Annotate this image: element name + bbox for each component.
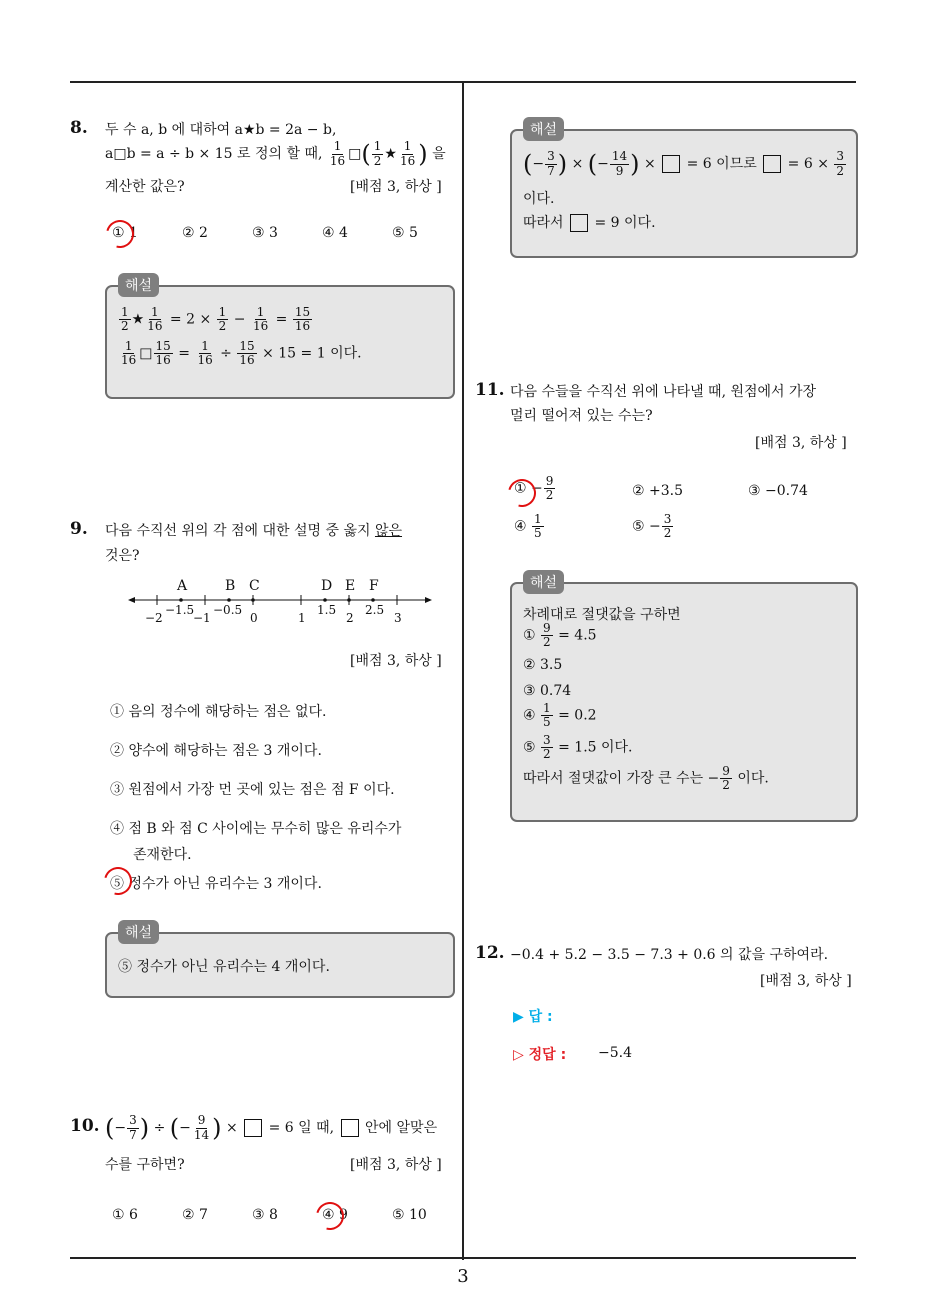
q8-line1: 두 수 a, b 에 대하여 a★b = 2a − b, [105, 122, 337, 138]
q12-number: 12. [475, 943, 505, 963]
q9-tick-1.5: 1.5 [317, 603, 337, 617]
q8-solution-line2-tail: × 15 = 1 이다. [262, 345, 362, 362]
q9-tick-2: 2 [346, 611, 354, 625]
q11-solution-tag: 해설 [523, 570, 564, 594]
q8-solution-line2: $\frac{1}{16}$ □ $\frac{15}{16}$ = $\frac{1}{16}$ ÷ $\frac{15}{16}$ × 15 = 1 이다. [121, 339, 362, 368]
q10-solution-line1: (− $\frac{3}{7}$ ) × (− $\frac{14}{9}$ ) × = 6 이므로 = 6 × $\frac{3}{2}$ [523, 149, 845, 178]
q11-solution-line6-tail: = 1.5 이다. [558, 739, 633, 756]
q11-line2: 멀리 떨어져 있는 수는? [510, 408, 653, 424]
q10-line1: (− $\frac{3}{7}$ ) ÷ (− $\frac{9}{14}$ ) × = 6 일 때, 안에 알맞은 [105, 1113, 438, 1142]
q8-solution-line1: $\frac{1}{2}$ ★ $\frac{1}{16}$ = 2 × $\frac{1}{2}$ − $\frac{1}{16}$ = $\frac{15}{16}$ [121, 305, 311, 334]
q10-solution-line1-mid: = 6 이므로 [686, 156, 757, 172]
q11-number: 11. [475, 380, 505, 400]
q11-solution-line7-text: 따라서 절댓값이 가장 큰 수는 [523, 770, 704, 787]
q11-solution-line2-tail: = 4.5 [558, 627, 597, 644]
q9-meta: [배점 3, 하상 ] [350, 653, 442, 669]
q9-tick-neg1.5: −1.5 [165, 603, 195, 617]
q11-solution-line2: ① $\frac{9}{2}$ = 4.5 [523, 621, 597, 650]
q9-line1 [105, 520, 402, 540]
q9-underline-word: 않은 [374, 523, 403, 539]
q10-solution-line3-tail: = 9 이다. [594, 215, 656, 231]
q9-point-C: C [249, 578, 260, 594]
q9-point-A: A [177, 578, 188, 594]
q8-choice-2[interactable]: ② 2 [182, 225, 208, 241]
q10-solution-line2: 이다. [523, 191, 555, 207]
q9-choice-3[interactable]: ③ 원점에서 가장 먼 곳에 있는 점은 점 F 이다. [110, 782, 395, 798]
q11-choice-4[interactable]: ④ $\frac{1}{5}$ [514, 512, 542, 541]
q9-point-D: D [321, 578, 333, 594]
q11-line1: 다음 수들을 수직선 위에 나타낼 때, 원점에서 가장 [510, 384, 817, 400]
q11-solution-line7-tail: 이다. [737, 770, 769, 787]
q12-line1: −0.4 + 5.2 − 3.5 − 7.3 + 0.6 의 값을 구하여라. [510, 947, 829, 963]
q11-solution-line6: ⑤ $\frac{3}{2}$ = 1.5 이다. [523, 733, 633, 762]
q12-correct-label: ▷ 정답 : [513, 1047, 567, 1063]
page-number: 3 [457, 1266, 469, 1287]
q10-choice-2[interactable]: ② 7 [182, 1207, 208, 1223]
q10-choice-5[interactable]: ⑤ 10 [392, 1207, 427, 1223]
q10-choice-1[interactable]: ① 6 [112, 1207, 138, 1223]
q10-solution-tag: 해설 [523, 117, 564, 141]
q9-point-F: F [369, 578, 379, 594]
q11-solution-line7: 따라서 절댓값이 가장 큰 수는 − $\frac{9}{2}$ 이다. [523, 764, 769, 793]
q9-tick-2.5: 2.5 [365, 603, 385, 617]
q10-choice-3[interactable]: ③ 8 [252, 1207, 278, 1223]
q8-line2-text: a□b = a ÷ b × 15 로 정의 할 때, [105, 146, 323, 162]
q9-line1-text: 다음 수직선 위의 각 점에 대한 설명 중 옳지 [105, 523, 371, 539]
q10-blank-box-2 [341, 1119, 359, 1137]
q10-blank-box [244, 1119, 262, 1137]
q10-answer-mark [311, 1197, 349, 1235]
q8-frac-1-16: $\frac{1}{16}$ [329, 139, 346, 168]
q11-meta: [배점 3, 하상 ] [755, 435, 847, 451]
q8-choice-5[interactable]: ⑤ 5 [392, 225, 418, 241]
q10-solution-line1-tail: = 6 × [787, 156, 829, 172]
q12-answer-input[interactable] [585, 1004, 785, 1024]
q10-solution-line3-text: 따라서 [523, 215, 564, 231]
q12-correct-value: −5.4 [598, 1045, 632, 1061]
q11-solution-line3: ② 3.5 [523, 657, 563, 673]
q9-solution-text: ⑤ 정수가 아닌 유리수는 4 개이다. [118, 959, 330, 975]
q9-point-E: E [345, 578, 356, 594]
q9-choice-5[interactable]: ⑤ 정수가 아닌 유리수는 3 개이다. [110, 876, 322, 892]
q9-tick-neg0.5: −0.5 [213, 603, 243, 617]
q10-choice-4[interactable]: ④ 9 [322, 1207, 348, 1223]
q9-line2: 것은? [105, 548, 140, 564]
q10-meta: [배점 3, 하상 ] [350, 1157, 442, 1173]
q8-choice-4[interactable]: ④ 4 [322, 225, 348, 241]
q11-solution-line5-tail: = 0.2 [558, 707, 597, 724]
q10-solution-box [510, 129, 858, 258]
q12-answer-label: ▶ 답 : [513, 1009, 553, 1025]
q9-choice-1[interactable]: ① 음의 정수에 해당하는 점은 없다. [110, 704, 327, 720]
q8-line3: 계산한 값은? [105, 179, 185, 195]
q10-line1-tail: 안에 알맞은 [365, 1120, 438, 1136]
q11-choice-2[interactable]: ② +3.5 [632, 483, 683, 499]
q9-tick-0: 0 [250, 611, 258, 625]
q11-choice-3[interactable]: ③ −0.74 [748, 483, 808, 499]
q9-tick-3: 3 [394, 611, 402, 625]
q9-answer-mark [99, 862, 137, 900]
q9-tick-neg1: −1 [193, 611, 211, 625]
q11-choice-1[interactable]: ① − $\frac{9}{2}$ [514, 474, 554, 503]
q8-line2-tail: 을 [432, 146, 446, 162]
q9-number: 9. [70, 519, 88, 539]
q11-choice-5[interactable]: ⑤ − $\frac{3}{2}$ [632, 512, 672, 541]
q9-tick-1: 1 [298, 611, 306, 625]
q10-number: 10. [70, 1116, 100, 1136]
q11-solution-line1: 차례대로 절댓값을 구하면 [523, 607, 681, 623]
q9-solution-tag: 해설 [118, 920, 159, 944]
q8-line2: a□b = a ÷ b × 15 로 정의 할 때, $\frac{1}{16}$ □( $\frac{1}{2}$ ★ $\frac{1}{16}$ ) 을 [105, 139, 446, 168]
q9-choice-4-cont: 존재한다. [133, 847, 192, 863]
q8-number: 8. [70, 118, 88, 138]
q11-solution-line5: ④ $\frac{1}{5}$ = 0.2 [523, 701, 597, 730]
q8-frac-1-16b: $\frac{1}{16}$ [399, 139, 416, 168]
q9-tick-neg2: −2 [145, 611, 163, 625]
q8-solution-tag: 해설 [118, 273, 159, 297]
q8-answer-mark [101, 215, 139, 253]
q10-line1-mid: = 6 일 때, [268, 1120, 335, 1136]
q9-choice-2[interactable]: ② 양수에 해당하는 점은 3 개이다. [110, 743, 322, 759]
q8-meta: [배점 3, 하상 ] [350, 179, 442, 195]
q8-choice-3[interactable]: ③ 3 [252, 225, 278, 241]
q10-line2: 수를 구하면? [105, 1157, 185, 1173]
q9-point-B: B [225, 578, 236, 594]
q8-frac-1-2: $\frac{1}{2}$ [373, 139, 382, 168]
q12-meta: [배점 3, 하상 ] [760, 973, 852, 989]
q11-solution-line4: ③ 0.74 [523, 683, 572, 699]
q10-solution-line3 [523, 212, 656, 232]
q9-choice-4[interactable]: ④ 점 B 와 점 C 사이에는 무수히 많은 유리수가 [110, 821, 402, 837]
column-divider [462, 82, 464, 1260]
q8-choice-1[interactable]: ① 1 [112, 225, 138, 241]
